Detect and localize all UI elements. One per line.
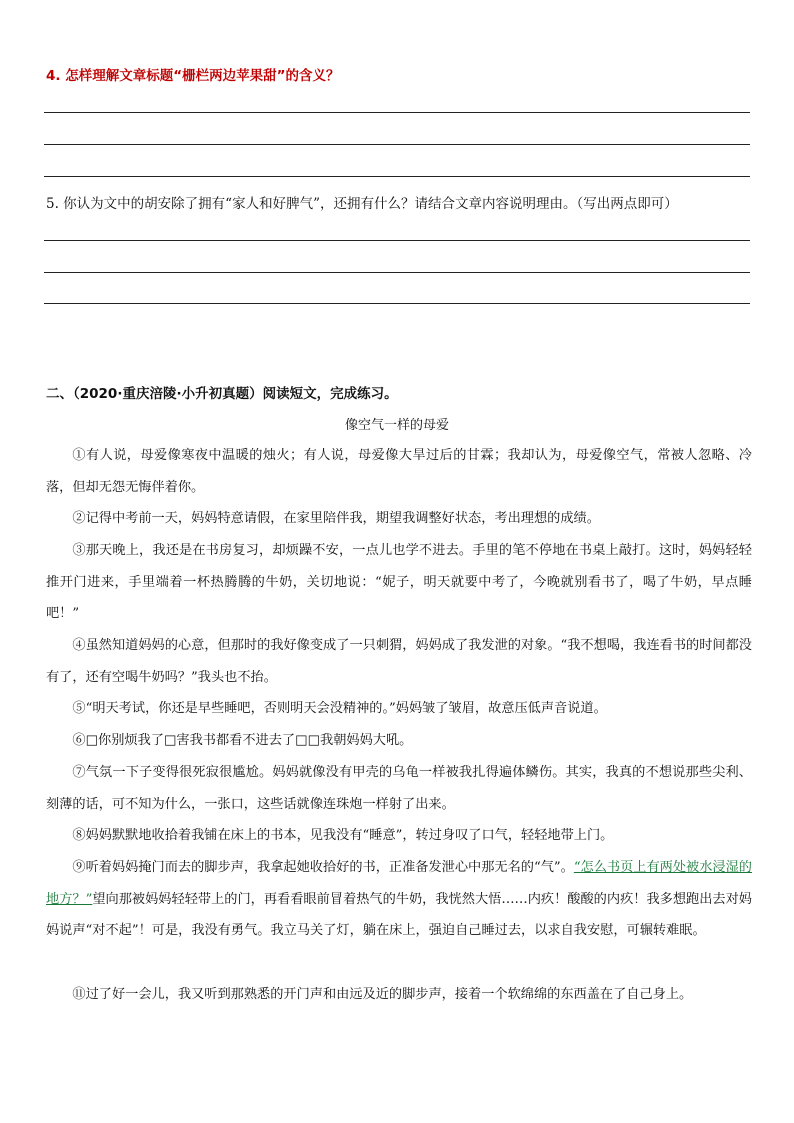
paragraph-9-text-start: ⑨听着妈妈掩门而去的脚步声，我拿起她收拾好的书，正准备发泄心中那无名的“气”。 <box>72 860 574 875</box>
paragraph-4: ④虽然知道妈妈的心意，但那时的我好像变成了一只刺猬，妈妈成了我发泄的对象。“我不想喝，我连看书的时间都没有了，还有空喝牛奶吗？”我头也不抬。 <box>46 638 752 685</box>
paragraph-5: ⑤“明天考试，你还是早些睡吧，否则明天会没精神的。”妈妈皱了皱眉，故意压低声音说道。 <box>72 701 607 716</box>
paragraph-1: ①有人说，母爱像寒夜中温暖的烛火；有人说，母爱像大旱过后的甘霖；我却认为，母爱像空气，常被人忽略、冷落，但却无怨无悔伴着你。 <box>46 448 752 495</box>
paragraph-9-text-end: 望向那被妈妈轻轻带上的门，再看看眼前冒着热气的牛奶，我恍然大悟……内疚！酸酸的内疚！我多想跑出去对妈妈说声“对不起”！可是，我没有勇气。我立马关了灯，躺在床上，强迫自己睡过去，以求自我安慰，可辗转难眠。 <box>46 891 752 938</box>
paragraph-7: ⑦气氛一下子变得很死寂很尴尬。妈妈就像没有甲壳的乌龟一样被我扎得遍体鳞伤。其实，我真的不想说那些尖利、刻薄的话，可不知为什么，一张口，这些话就像连珠炮一样射了出来。 <box>46 765 752 812</box>
answer-line <box>44 303 750 304</box>
paragraph-9 <box>46 852 752 947</box>
answer-line <box>44 240 750 241</box>
paragraph-6: ⑥□你别烦我了□害我书都看不进去了□□我朝妈妈大吼。 <box>72 733 413 748</box>
question-4: 4. 怎样理解文章标题“栅栏两边苹果甜”的含义？ <box>46 68 340 84</box>
paragraph-2: ②记得中考前一天，妈妈特意请假，在家里陪伴我，期望我调整好状态，考出理想的成绩。 <box>72 511 600 526</box>
answer-line <box>44 144 750 145</box>
question-5: 5. 你认为文中的胡安除了拥有“家人和好脾气”，还拥有什么？请结合文章内容说明理由。（写出两点即可） <box>46 196 678 212</box>
answer-line <box>44 176 750 177</box>
answer-line <box>44 112 750 113</box>
highlighted-question: “怎么书页上有两处被水浸湿的地方？” <box>46 860 752 907</box>
paragraph-3: ③那天晚上，我还是在书房复习，却烦躁不安，一点儿也学不进去。手里的笔不停地在书桌上敲打。这时，妈妈轻轻推开门进来，手里端着一杯热腾腾的牛奶，关切地说：“妮子，明天就要中考了，今晚就别看书了，喝了牛奶，早点睡吧！” <box>46 543 752 621</box>
paragraph-11: ⑪过了好一会儿，我又听到那熟悉的开门声和由远及近的脚步声，接着一个软绵绵的东西盖在了自己身上。 <box>72 987 693 1002</box>
article-title: 像空气一样的母爱 <box>344 418 449 433</box>
section-heading: 二、（2020·重庆涪陵·小升初真题）阅读短文，完成练习。 <box>46 386 398 402</box>
paragraph-8: ⑧妈妈默默地收拾着我铺在床上的书本，见我没有“睡意”，转过身叹了口气，轻轻地带上门。 <box>72 828 614 843</box>
answer-line <box>44 272 750 273</box>
